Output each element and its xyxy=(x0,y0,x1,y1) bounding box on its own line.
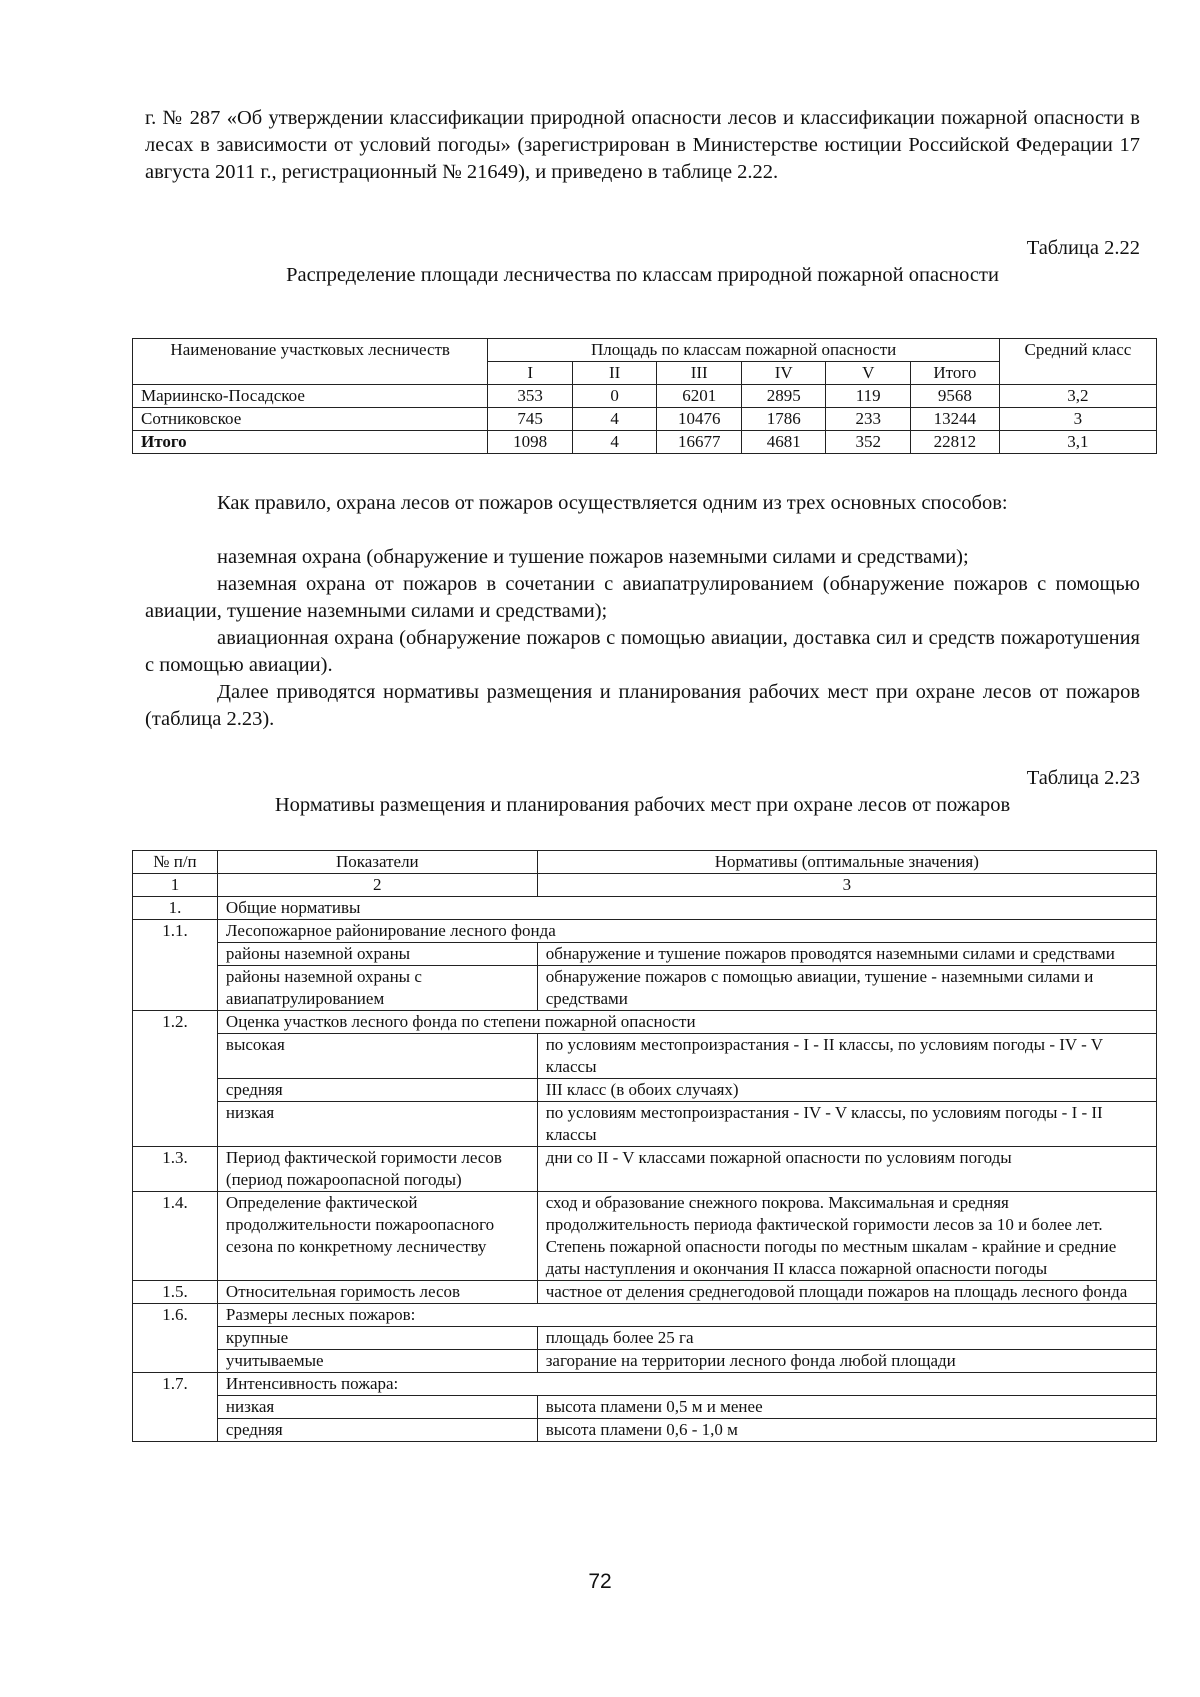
area-cell: 119 xyxy=(826,385,911,408)
area-cell: 0 xyxy=(572,385,657,408)
table22-header-row xyxy=(133,339,1157,362)
norm-cell: по условиям местопроизрастания - IV - V классы, по условиям погоды - I - II классы xyxy=(537,1102,1156,1147)
column-number: 3 xyxy=(537,874,1156,897)
row-number: 1.1. xyxy=(133,920,218,1011)
forestry-name: Сотниковское xyxy=(133,408,488,431)
area-cell: 2895 xyxy=(741,385,826,408)
norm-cell: по условиям местопроизрастания - I - II классы, по условиям погоды - IV - V классы xyxy=(537,1034,1156,1079)
row-number: 1.4. xyxy=(133,1192,218,1281)
class-header: V xyxy=(826,362,911,385)
area-cell: 16677 xyxy=(657,431,742,454)
area-total-cell: 9568 xyxy=(910,385,999,408)
table-row xyxy=(133,1079,1157,1102)
class-header: III xyxy=(657,362,742,385)
class-header: Итого xyxy=(910,362,999,385)
norm-cell: обнаружение и тушение пожаров проводятся наземными силами и средствами xyxy=(537,943,1156,966)
table23-header-row xyxy=(133,851,1157,874)
row-number: 1.6. xyxy=(133,1304,218,1373)
average-class-cell: 3,1 xyxy=(999,431,1156,454)
table-total-row xyxy=(133,431,1157,454)
area-cell: 1786 xyxy=(741,408,826,431)
header-area-by-class: Площадь по классам пожарной опасности xyxy=(488,339,999,362)
header-average-class: Средний класс xyxy=(999,339,1156,385)
section-title: Общие нормативы xyxy=(217,897,1156,920)
section-title: Лесопожарное районирование лесного фонда xyxy=(217,920,1156,943)
table23-label: Таблица 2.23 xyxy=(1026,767,1140,789)
area-cell: 4 xyxy=(572,431,657,454)
area-cell: 10476 xyxy=(657,408,742,431)
norm-cell: обнаружение пожаров с помощью авиации, тушение - наземными силами и средствами xyxy=(537,966,1156,1011)
norm-cell: загорание на территории лесного фонда любой площади xyxy=(537,1350,1156,1373)
indicator-cell: низкая xyxy=(217,1396,537,1419)
indicator-cell: учитываемые xyxy=(217,1350,537,1373)
row-number: 1.5. xyxy=(133,1281,218,1304)
table-row xyxy=(133,1147,1157,1192)
table-row xyxy=(133,1419,1157,1442)
fire-class-area-table xyxy=(132,338,1157,454)
header-number: № п/п xyxy=(133,851,218,874)
table-row xyxy=(133,408,1157,431)
table23-column-number-row xyxy=(133,874,1157,897)
class-header: IV xyxy=(741,362,826,385)
row-number: 1.2. xyxy=(133,1011,218,1147)
table-row xyxy=(133,897,1157,920)
table-row xyxy=(133,920,1157,943)
indicator-cell: низкая xyxy=(217,1102,537,1147)
body-paragraph-4: авиационная охрана (обнаружение пожаров с помощью авиации, доставка сил и средств пожаротушения с помощью авиации). xyxy=(145,627,1140,676)
table-row xyxy=(133,1350,1157,1373)
body-paragraph-1: Как правило, охрана лесов от пожаров осуществляется одним из трех основных способов: xyxy=(217,492,1008,514)
norm-cell: площадь более 25 га xyxy=(537,1327,1156,1350)
area-total-cell: 13244 xyxy=(910,408,999,431)
area-cell: 745 xyxy=(488,408,573,431)
forestry-name: Мариинско-Посадское xyxy=(133,385,488,408)
norm-cell: сход и образование снежного покрова. Максимальная и средняя продолжительность периода фактической горимости лесов за 10 и более лет. Степень пожарной опасности погоды по местным шкалам - крайние и средние даты наступления и окончания II класса пожарной опасности погоды xyxy=(537,1192,1156,1281)
table22-caption: Распределение площади лесничества по классам природной пожарной опасности xyxy=(286,264,999,286)
table-row xyxy=(133,1327,1157,1350)
average-class-cell: 3,2 xyxy=(999,385,1156,408)
table-row xyxy=(133,1373,1157,1396)
average-class-cell: 3 xyxy=(999,408,1156,431)
body-paragraph-3: наземная охрана от пожаров в сочетании с авиапатрулированием (обнаружение пожаров с помощью авиации, тушение наземными силами и средствами); xyxy=(145,573,1140,622)
row-number: 1.3. xyxy=(133,1147,218,1192)
norm-cell: частное от деления среднегодовой площади пожаров на площадь лесного фонда xyxy=(537,1281,1156,1304)
section-title: Размеры лесных пожаров: xyxy=(217,1304,1156,1327)
indicator-cell: средняя xyxy=(217,1419,537,1442)
total-label: Итого xyxy=(133,431,488,454)
workplace-norms-table xyxy=(132,850,1157,1442)
section-title: Интенсивность пожара: xyxy=(217,1373,1156,1396)
table-row xyxy=(133,385,1157,408)
area-cell: 233 xyxy=(826,408,911,431)
table-row xyxy=(133,1192,1157,1281)
class-header: I xyxy=(488,362,573,385)
area-cell: 1098 xyxy=(488,431,573,454)
page-number: 72 xyxy=(588,1570,612,1593)
table23-caption: Нормативы размещения и планирования рабочих мест при охране лесов от пожаров xyxy=(274,794,1011,816)
header-norms: Нормативы (оптимальные значения) xyxy=(537,851,1156,874)
class-header: II xyxy=(572,362,657,385)
row-number: 1. xyxy=(133,897,218,920)
table-row xyxy=(133,943,1157,966)
indicator-cell: районы наземной охраны с авиапатрулированием xyxy=(217,966,537,1011)
header-indicators: Показатели xyxy=(217,851,537,874)
indicator-cell: районы наземной охраны xyxy=(217,943,537,966)
header-forestry-name: Наименование участковых лесничеств xyxy=(133,339,488,385)
table-row xyxy=(133,966,1157,1011)
row-number: 1.7. xyxy=(133,1373,218,1442)
body-paragraph-2: наземная охрана (обнаружение и тушение пожаров наземными силами и средствами); xyxy=(217,546,969,568)
area-cell: 6201 xyxy=(657,385,742,408)
table-row xyxy=(133,1034,1157,1079)
area-cell: 353 xyxy=(488,385,573,408)
indicator-cell: Период фактической горимости лесов (период пожароопасной погоды) xyxy=(217,1147,537,1192)
area-total-cell: 22812 xyxy=(910,431,999,454)
body-paragraph-5: Далее приводятся нормативы размещения и планирования рабочих мест при охране лесов от пожаров (таблица 2.23). xyxy=(145,681,1140,730)
area-cell: 4681 xyxy=(741,431,826,454)
table22-label: Таблица 2.22 xyxy=(1026,237,1140,259)
norm-cell: высота пламени 0,5 м и менее xyxy=(537,1396,1156,1419)
column-number: 1 xyxy=(133,874,218,897)
table-row xyxy=(133,1281,1157,1304)
table-row xyxy=(133,1396,1157,1419)
norm-cell: дни со II - V классами пожарной опасности по условиям погоды xyxy=(537,1147,1156,1192)
table-row xyxy=(133,1102,1157,1147)
indicator-cell: Относительная горимость лесов xyxy=(217,1281,537,1304)
indicator-cell: высокая xyxy=(217,1034,537,1079)
indicator-cell: Определение фактической продолжительности пожароопасного сезона по конкретному лесничеству xyxy=(217,1192,537,1281)
area-cell: 4 xyxy=(572,408,657,431)
indicator-cell: крупные xyxy=(217,1327,537,1350)
norm-cell: высота пламени 0,6 - 1,0 м xyxy=(537,1419,1156,1442)
area-cell: 352 xyxy=(826,431,911,454)
indicator-cell: средняя xyxy=(217,1079,537,1102)
norm-cell: III класс (в обоих случаях) xyxy=(537,1079,1156,1102)
intro-paragraph: г. № 287 «Об утверждении классификации природной опасности лесов и классификации пожарной опасности в лесах в зависимости от условий погоды» (зарегистрирован в Министерстве юстиции Российской Федерации 17 августа 2011 г., регистрационный № 21649), и приведено в таблице 2.22. xyxy=(145,107,1140,183)
section-title: Оценка участков лесного фонда по степени пожарной опасности xyxy=(217,1011,1156,1034)
table-row xyxy=(133,1011,1157,1034)
table-row xyxy=(133,1304,1157,1327)
column-number: 2 xyxy=(217,874,537,897)
